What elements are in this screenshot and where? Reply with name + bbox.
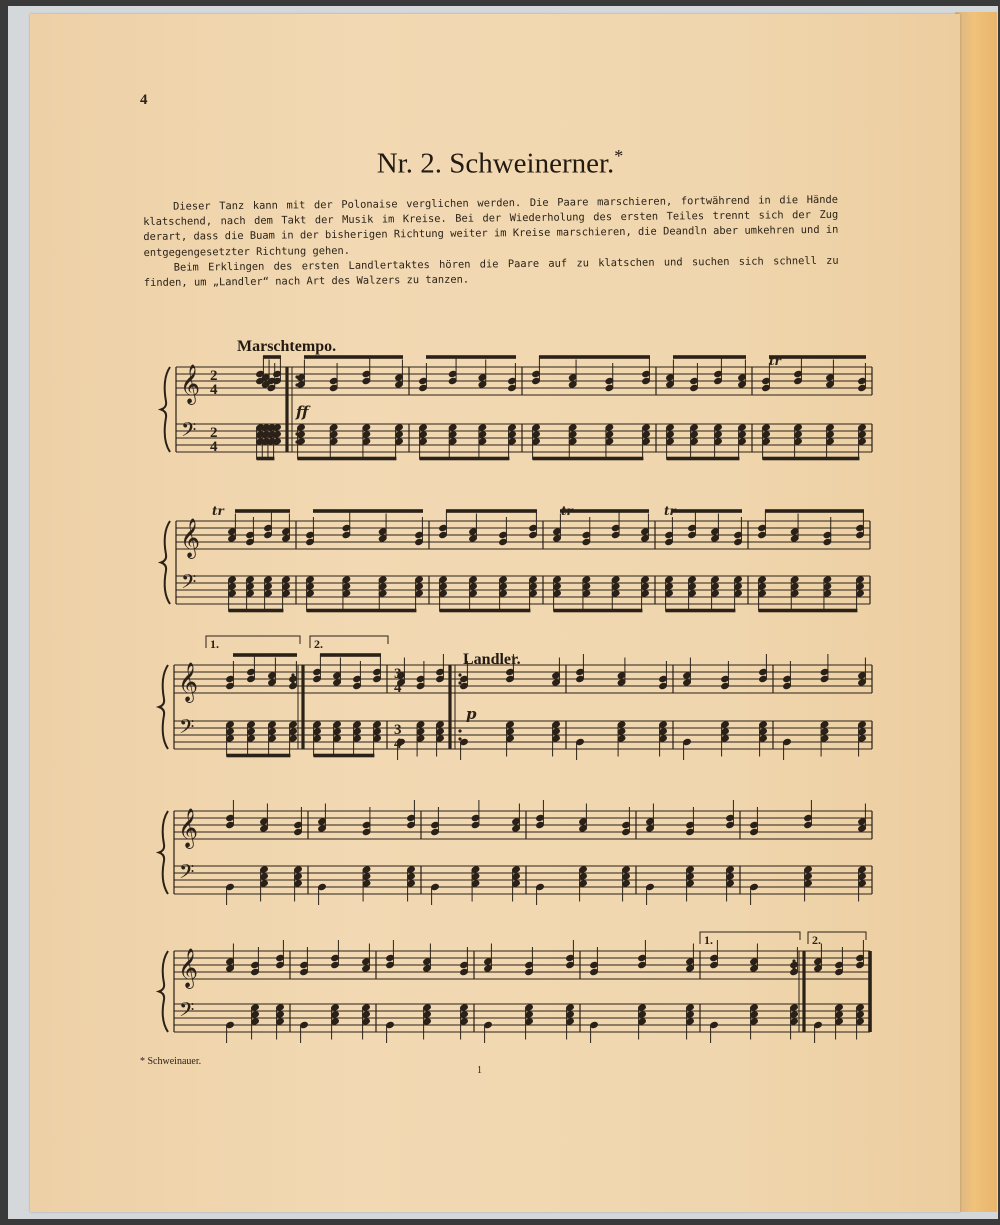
treble-beam	[673, 355, 746, 359]
volta-second-ending-label: 2.	[314, 637, 323, 651]
bass-beam	[307, 609, 417, 613]
repeat-dot	[792, 1012, 795, 1015]
bass-clef-icon: 𝄢	[179, 715, 195, 743]
staff-brace	[161, 367, 170, 452]
repeat-dot	[458, 729, 461, 732]
title-text: Nr. 2. Schweinerner.	[376, 147, 615, 180]
treble-beam	[765, 509, 864, 513]
treble-beam	[235, 509, 290, 513]
treble-beam	[769, 355, 866, 359]
treble-beam	[263, 355, 281, 359]
treble-staff-3	[174, 665, 872, 693]
bass-beam	[257, 457, 275, 461]
bass-beam	[314, 754, 375, 758]
bass-staff-4	[174, 866, 872, 894]
repeat-dot	[792, 967, 795, 970]
dynamic-p: p	[466, 705, 477, 723]
treble-beam	[672, 509, 742, 513]
time-signature-landler-bass-top: 3	[394, 722, 402, 738]
treble-clef-icon: 𝄞	[180, 364, 201, 404]
bass-beam	[763, 457, 860, 461]
time-signature-landler-treble-top: 3	[394, 666, 402, 682]
footnote: * Schweinauer.	[140, 1056, 202, 1067]
bass-beam	[440, 609, 531, 613]
repeat-dot	[291, 681, 294, 684]
bass-beam	[666, 609, 736, 613]
staff-brace	[159, 665, 168, 749]
volta-first-ending-final-bracket	[700, 932, 800, 944]
repeat-dot	[792, 959, 795, 962]
bass-clef-icon: 𝄢	[181, 570, 197, 598]
bass-beam	[554, 609, 643, 613]
trill-mark: tr	[212, 504, 224, 518]
staff-brace	[159, 951, 168, 1032]
treble-clef-icon: 𝄞	[178, 808, 199, 848]
bass-beam	[420, 457, 510, 461]
repeat-dot	[291, 673, 294, 676]
trill-mark: tr	[561, 504, 573, 518]
time-signature-marsch-treble-bottom: 4	[210, 382, 218, 398]
repeat-dot	[295, 432, 298, 435]
bass-beam	[229, 609, 284, 613]
tempo-marschtempo: Marschtempo.	[237, 338, 337, 355]
time-signature-marsch-bass-top: 2	[210, 425, 218, 441]
repeat-dot	[458, 737, 461, 740]
time-signature-marsch-bass-bottom: 4	[210, 439, 218, 455]
treble-clef-icon: 𝄞	[180, 518, 201, 558]
dynamic-ff: ff	[296, 403, 309, 421]
treble-beam	[539, 355, 650, 359]
time-signature-landler-bass-bottom: 4	[394, 736, 402, 752]
bass-beam	[759, 609, 858, 613]
treble-beam	[313, 509, 423, 513]
treble-beam	[233, 653, 297, 657]
tempo-landler: Landler.	[463, 651, 521, 668]
trill-mark: tr	[769, 354, 781, 368]
trill-mark: tr	[664, 504, 676, 518]
time-signature-landler-treble-bottom: 4	[394, 680, 402, 696]
description-paragraph-2: Beim Erklingen des ersten Landlertaktes hören die Paare auf zu klatschen und suchen sich schnell zu finden, um „Landler“ nach Art des Walzers zu tanzen.	[143, 254, 839, 290]
staff-brace	[161, 521, 170, 604]
treble-beam	[560, 509, 649, 513]
repeat-dot	[458, 673, 461, 676]
volta-first-ending-label: 1.	[210, 637, 219, 651]
repeat-dot	[291, 737, 294, 740]
bass-clef-icon: 𝄢	[179, 998, 195, 1026]
repeat-dot	[295, 440, 298, 443]
bass-clef-icon: 𝄢	[179, 860, 195, 888]
treble-beam	[304, 355, 403, 359]
time-signature-marsch-treble-top: 2	[210, 368, 218, 384]
treble-beam	[426, 355, 516, 359]
bass-beam	[533, 457, 644, 461]
footer-number: 1	[477, 1065, 482, 1076]
repeat-dot	[792, 1020, 795, 1023]
bass-clef-icon: 𝄢	[181, 418, 197, 446]
bass-staff-3	[174, 721, 872, 749]
description-paragraph-1: Dieser Tanz kann mit der Polonaise verglichen werden. Die Paare marschieren, fortwährend in die Hände klatschend, nach dem Takt der Musik im Kreise. Bei der Wiederholung des ersten Teiles trennt sich der Zug derart, dass die Buam in der bisherigen Richtung weiter im Kreise marschieren, die Deandln aber umkehren und in entgegengesetzter Richtung gehen.	[143, 193, 839, 259]
bass-beam	[667, 457, 740, 461]
treble-beam	[446, 509, 537, 513]
page-number: 4	[140, 92, 148, 108]
repeat-dot	[458, 681, 461, 684]
bass-beam	[227, 754, 291, 758]
treble-beam	[320, 653, 381, 657]
volta-first-ending-bracket	[206, 636, 300, 648]
treble-clef-icon: 𝄞	[178, 662, 199, 702]
repeat-dot	[291, 729, 294, 732]
volta-first-ending-final-label: 1.	[704, 933, 713, 947]
repeat-dot	[295, 375, 298, 378]
volta-second-ending-final-label: 2.	[812, 933, 821, 947]
title-footnote-mark: *	[614, 146, 624, 166]
treble-clef-icon: 𝄞	[178, 948, 199, 988]
treble-staff-4	[174, 811, 872, 839]
repeat-dot	[295, 383, 298, 386]
bass-beam	[298, 457, 397, 461]
staff-brace	[159, 811, 168, 894]
